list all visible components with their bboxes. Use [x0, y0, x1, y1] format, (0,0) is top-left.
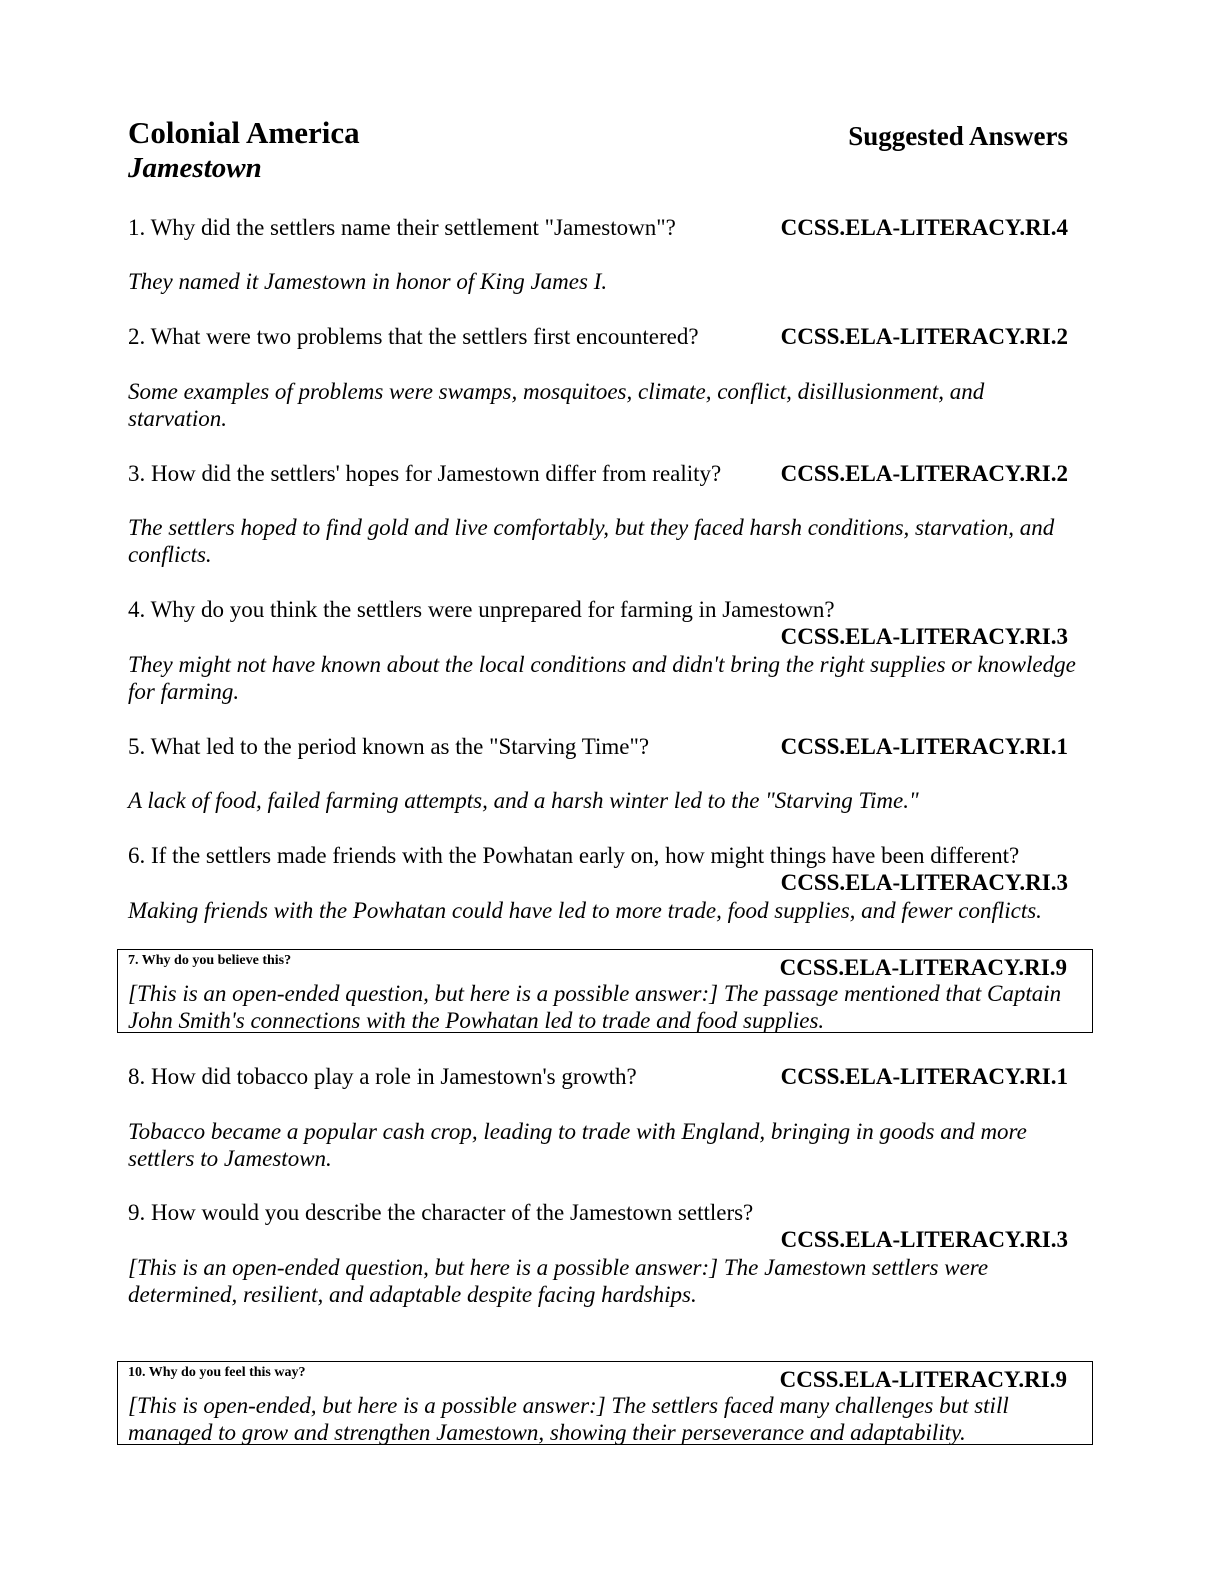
question-3: 3. How did the settlers' hopes for Jamestown differ from reality? [128, 461, 722, 486]
question-4: 4. Why do you think the settlers were unprepared for farming in Jamestown? [128, 597, 835, 622]
question-9: 9. How would you describe the character of the Jamestown settlers? [128, 1200, 754, 1225]
standard-9: CCSS.ELA-LITERACY.RI.3 [780, 1227, 1068, 1252]
question-6: 6. If the settlers made friends with the Powhatan early on, how might things have been different? [128, 843, 1020, 868]
standard-5: CCSS.ELA-LITERACY.RI.1 [780, 734, 1068, 759]
document-title: Colonial America [128, 115, 360, 150]
answer-9: [This is an open-ended question, but here is a possible answer:] The Jamestown settlers were determined, resilient, and adaptable despite facing hardships. [128, 1255, 989, 1307]
question-10: 10. Why do you feel this way? [128, 1365, 306, 1380]
standard-6: CCSS.ELA-LITERACY.RI.3 [780, 870, 1068, 895]
answer-4: They might not have known about the local conditions and didn't bring the right supplies or knowledge for farming. [128, 652, 1076, 704]
standard-10: CCSS.ELA-LITERACY.RI.9 [779, 1367, 1067, 1392]
answer-3: The settlers hoped to find gold and live comfortably, but they faced harsh conditions, starvation, and conflicts. [128, 515, 1055, 567]
question-2: 2. What were two problems that the settlers first encountered? [128, 324, 699, 349]
suggested-answers-label: Suggested Answers [848, 121, 1068, 151]
answer-10: [This is open-ended, but here is a possible answer:] The settlers faced many challenges but still managed to grow and strengthen Jamestown, showing their perseverance and adaptability. [128, 1393, 1009, 1445]
answer-1: They named it Jamestown in honor of King James I. [128, 269, 608, 294]
standard-7: CCSS.ELA-LITERACY.RI.9 [779, 955, 1067, 980]
question-7-box [117, 949, 1093, 1033]
document-subtitle: Jamestown [128, 152, 262, 184]
question-5: 5. What led to the period known as the "Starving Time"? [128, 734, 650, 759]
question-10-box [117, 1361, 1093, 1445]
standard-3: CCSS.ELA-LITERACY.RI.2 [780, 461, 1068, 486]
standard-1: CCSS.ELA-LITERACY.RI.4 [780, 215, 1068, 240]
answer-7: [This is an open-ended question, but here is a possible answer:] The passage mentioned that Captain John Smith's connections with the Powhatan led to trade and food supplies. [128, 981, 1062, 1033]
answer-8: Tobacco became a popular cash crop, leading to trade with England, bringing in goods and more settlers to Jamestown. [128, 1119, 1027, 1171]
question-8: 8. How did tobacco play a role in Jamestown's growth? [128, 1064, 637, 1089]
question-1: 1. Why did the settlers name their settlement "Jamestown"? [128, 215, 676, 240]
standard-4: CCSS.ELA-LITERACY.RI.3 [780, 624, 1068, 649]
answer-5: A lack of food, failed farming attempts, and a harsh winter led to the "Starving Time." [128, 788, 919, 813]
standard-8: CCSS.ELA-LITERACY.RI.1 [780, 1064, 1068, 1089]
standard-2: CCSS.ELA-LITERACY.RI.2 [780, 324, 1068, 349]
answer-2: Some examples of problems were swamps, mosquitoes, climate, conflict, disillusionment, and starvation. [128, 379, 985, 431]
question-7: 7. Why do you believe this? [128, 953, 292, 968]
answer-6: Making friends with the Powhatan could have led to more trade, food supplies, and fewer conflicts. [128, 898, 1042, 923]
